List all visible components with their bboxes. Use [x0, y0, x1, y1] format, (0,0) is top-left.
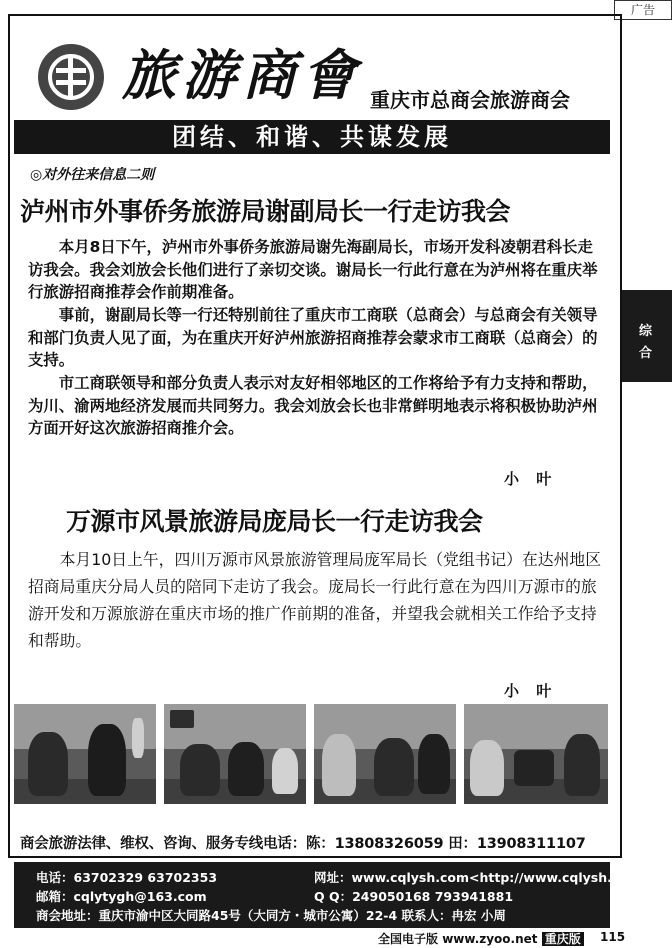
section-label: ◎对外往来信息二则 [30, 167, 155, 183]
side-tab-char-1: 综 [639, 324, 653, 339]
edition-footer [378, 930, 584, 947]
brand-title: 旅游商會 [122, 43, 362, 107]
contact-phone: 电话：63702329 63702353 [36, 870, 218, 885]
article1-paragraph-1: 本月8日下午，泸州市外事侨务旅游局谢先海副局长，市场开发科凌朝君科长走访我会。我会刘放会长他们进行了亲切交谈。谢局长一行此行意在为泸州将在重庆举行旅游招商推荐会作前期准备。 [28, 238, 598, 301]
edition-suffix: 重庆版 [542, 932, 584, 946]
service-hotline: 商会旅游法律、维权、咨询、服务专线电话：陈：13808326059 田：13908311107 [20, 836, 586, 852]
article2-paragraph: 本月10日上午，四川万源市风景旅游管理局庞军局长（党组书记）在达州地区招商局重庆分局人员的陪同下走访了我会。庞局长一行此行意在为四川万源市的旅游开发和万源旅游在重庆市场的推广作前期的准备，并望我会就相关工作给予支持和帮助。 [28, 550, 601, 650]
article2-headline: 万源市风景旅游局庞局长一行走访我会 [66, 507, 483, 536]
contact-website: 网址：www.cqlysh.com<http://www.cqlysh.com> [314, 870, 652, 885]
article2-signature: 小 叶 [504, 682, 558, 700]
side-tab-char-2: 合 [639, 346, 653, 361]
contact-bar [14, 862, 652, 928]
article1-headline: 泸州市外事侨务旅游局谢副局长一行走访我会 [20, 197, 511, 226]
contact-qq: Q Q：249050168 793941881 [314, 889, 514, 904]
article1-paragraph-2: 事前，谢副局长等一行还特别前往了重庆市工商联（总商会）与总商会有关领导和部门负责人见了面，为在重庆开好泸州旅游招商推荐会蒙求市工商联（总商会）的支持。 [28, 306, 598, 369]
edition-url: www.zyoo.net [442, 932, 538, 946]
section-side-tab [622, 290, 672, 382]
ad-tag: 广告 [614, 0, 672, 20]
contact-address: 商会地址：重庆市渝中区大同路45号（大同方・城市公寓）22-4 联系人：冉宏 小周 [36, 908, 506, 923]
article1-paragraph-3: 市工商联领导和部分负责人表示对友好相邻地区的工作将给予有力支持和帮助，为川、渝两地经济发展而共同努力。我会刘放会长也非常鲜明地表示将积极协助泸州方面开好这次旅游招商推介会。 [28, 374, 598, 437]
slogan-banner: 团结、和谐、共谋发展 [14, 120, 610, 154]
edition-prefix: 全国电子版 [378, 932, 439, 946]
meeting-photo-3 [314, 704, 456, 804]
meeting-photo-1 [14, 704, 156, 804]
meeting-photo-2 [164, 704, 306, 804]
article1-signature: 小 叶 [504, 470, 558, 488]
contact-email: 邮箱：cqlytygh@163.com [36, 889, 207, 904]
meeting-photo-4 [464, 704, 608, 804]
chamber-logo-icon [38, 44, 104, 110]
page-number: 115 [600, 930, 626, 944]
brand-subtitle: 重庆市总商会旅游商会 [370, 88, 570, 112]
